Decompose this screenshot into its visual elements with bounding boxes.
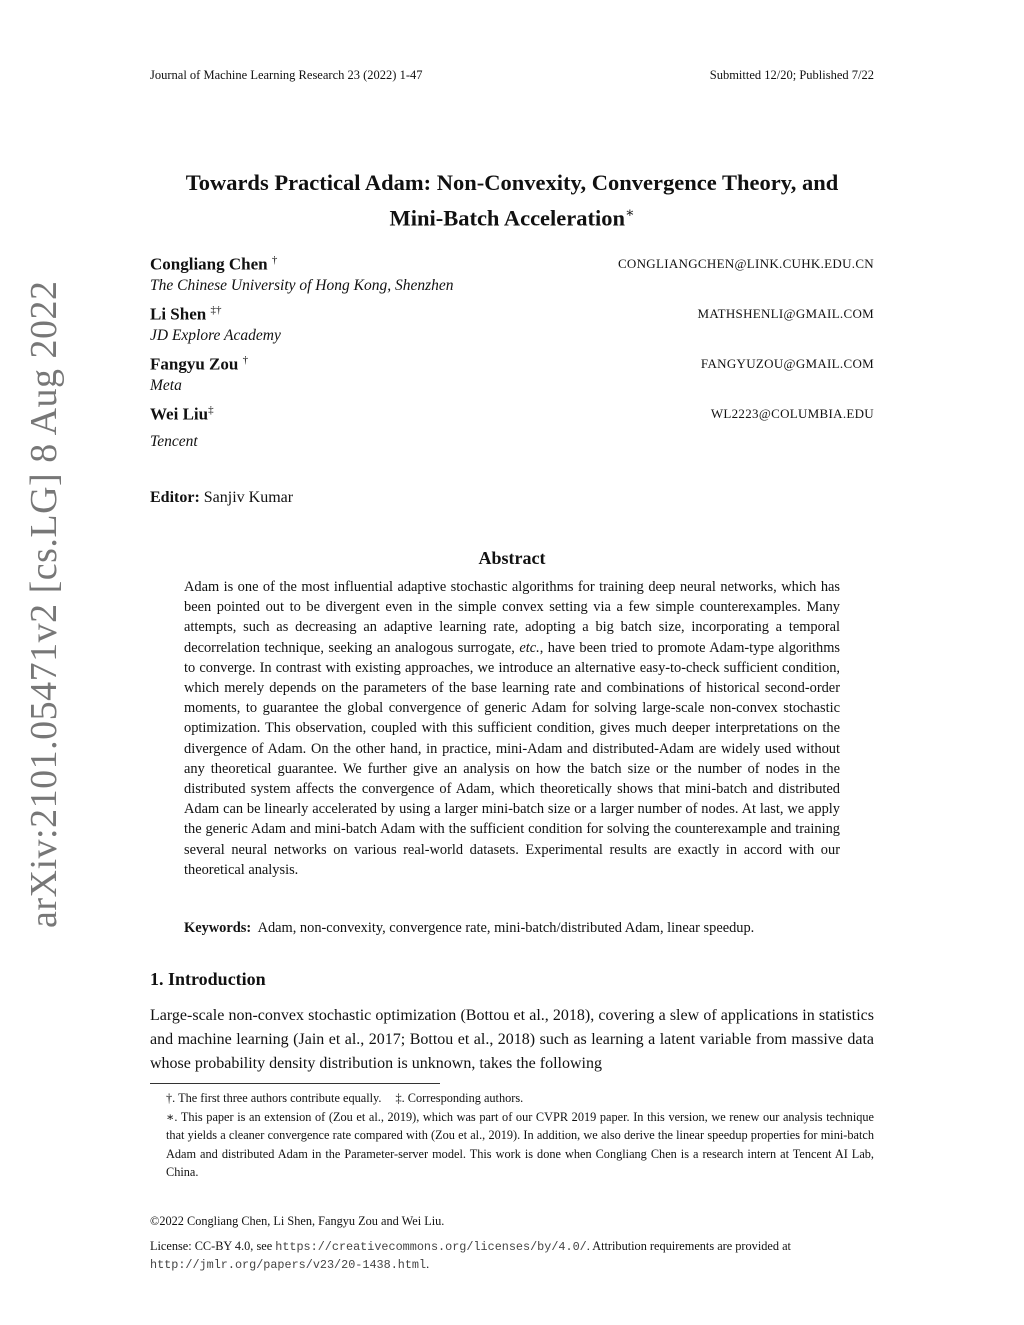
author-name-text: Congliang Chen [150,254,268,274]
author-mark: ‡ [208,404,214,416]
license-middle: . Attribution requirements are provided at [586,1239,791,1253]
author-affiliation: JD Explore Academy [150,326,281,344]
author-block [150,304,874,345]
author-email[interactable]: FANGYUZOU@GMAIL.COM [700,356,874,371]
arxiv-stamp: arXiv:2101.05471v2 [cs.LG] 8 Aug 2022 [23,280,65,928]
author-email[interactable]: CONGLIANGCHEN@LINK.CUHK.EDU.CN [617,256,874,271]
author-email[interactable]: MATHSHENLI@GMAIL.COM [697,306,874,321]
paper-title [150,167,874,234]
submission-dates: Submitted 12/20; Published 7/22 [709,68,874,82]
abstract-etc: etc. [519,639,540,656]
keywords-text: Adam, non-convexity, convergence rate, mini-batch/distributed Adam, linear speedup. [257,920,755,936]
footnote-corresponding: ‡. Corresponding authors. [395,1091,524,1105]
footnotes [166,1089,874,1182]
abstract-text-part-2: , have been tried to promote Adam-type algorithms to converge. In contrast with existing approaches, we introduce an alternative easy-to-check sufficient condition, which merely depends on the parameters of the base learning rate and combinations of historical second-order moments, to guarantee the global convergence of generic Adam for solving large-scale non-convex stochastic optimization. This observation, coupled with this sufficient condition, gives much deeper interpretations on the divergence of Adam. On the other hand, in practice, mini-Adam and distributed-Adam are widely used without any theoretical guarantee. We further give an analysis on how the batch size or the number of nodes in the distributed system affects the convergence of Adam, which theoretically shows that mini-batch and distributed Adam can be linearly accelerated by using a larger mini-batch size or a larger number of nodes. At last, we apply the generic Adam and mini-batch Adam with the sufficient condition for solving the counterexample and training several neural networks on various real-world datasets. Experimental results are exactly in accord with our theoretical analysis. [184,639,840,878]
footnote-equal-contribution: †. The first three authors contribute equally. [166,1091,382,1105]
license-prefix: License: CC-BY 4.0, see [150,1239,276,1253]
editor-name: Sanjiv Kumar [203,489,294,506]
license-line [150,1238,874,1274]
abstract-body [184,577,840,880]
editor-label: Editor: [150,489,200,506]
footnote-1 [166,1089,874,1108]
author-block [150,404,874,451]
keywords-label: Keywords: [184,920,252,936]
title-line-1: Towards Practical Adam: Non-Convexity, Convergence Theory, and [185,170,839,195]
author-email[interactable]: WL2223@COLUMBIA.EDU [710,406,874,421]
title-line-2-text: Mini-Batch Acceleration [389,205,626,231]
author-name-text: Li Shen [150,304,207,324]
author-block [150,354,874,395]
section-heading: 1. Introduction [150,969,266,989]
author-affiliation: The Chinese University of Hong Kong, Shenzhen [150,276,454,294]
abstract-heading: Abstract [478,548,546,568]
author-block [150,254,874,295]
intro-paragraph: Large-scale non-convex stochastic optimization (Bottou et al., 2018), covering a slew of applications in statistics and machine learning (Jain et al., 2017; Bottou et al., 2018) such as learning a latent variable from massive data whose probability density distribution is unknown, takes the following [150,1007,874,1072]
paper-url-link[interactable]: http://jmlr.org/papers/v23/20-1438.html [150,1258,427,1272]
author-affiliation: Tencent [150,432,198,450]
title-footnote-mark: ∗ [625,206,635,221]
author-mark: † [271,254,278,266]
journal-citation: Journal of Machine Learning Research 23 (2022) 1-47 [150,68,423,82]
footnote-2: ∗. This paper is an extension of (Zou et al., 2019), which was part of our CVPR 2019 paper. In this version, we renew our analysis technique that yields a cleaner convergence rate compared with (Zou et al., 2019). In addition, we also derive the linear speedup properties for mini-batch Adam and distributed Adam in the Parameter-server model. This work is done when Congliang Chen is a research intern at Tencent AI Lab, China. [166,1109,874,1179]
author-affiliation: Meta [150,376,182,394]
editor-line [150,489,293,507]
author-name-text: Wei Liu [150,404,209,424]
keywords-line [184,920,840,937]
footnote-rule [150,1083,440,1084]
abstract-text-part-1: Adam is one of the most influential adaptive stochastic algorithms for training deep neural networks, which has been pointed out to be divergent even in the simple convex setting via a few simple counterexamples. Many attempts, such as decreasing an adaptive learning rate, adopting a big batch size, incorporating a temporal decorrelation technique, seeking an analogous surrogate, [184,579,840,656]
title-line-2 [150,198,874,234]
author-mark: † [242,354,249,366]
copyright-line: ©2022 Congliang Chen, Li Shen, Fangyu Zou and Wei Liu. [150,1214,445,1228]
author-name-text: Fangyu Zou [150,354,239,374]
license-suffix: . [426,1257,430,1271]
author-mark: ‡† [210,304,222,316]
license-url-link[interactable]: https://creativecommons.org/licenses/by/4.0/ [275,1240,587,1254]
